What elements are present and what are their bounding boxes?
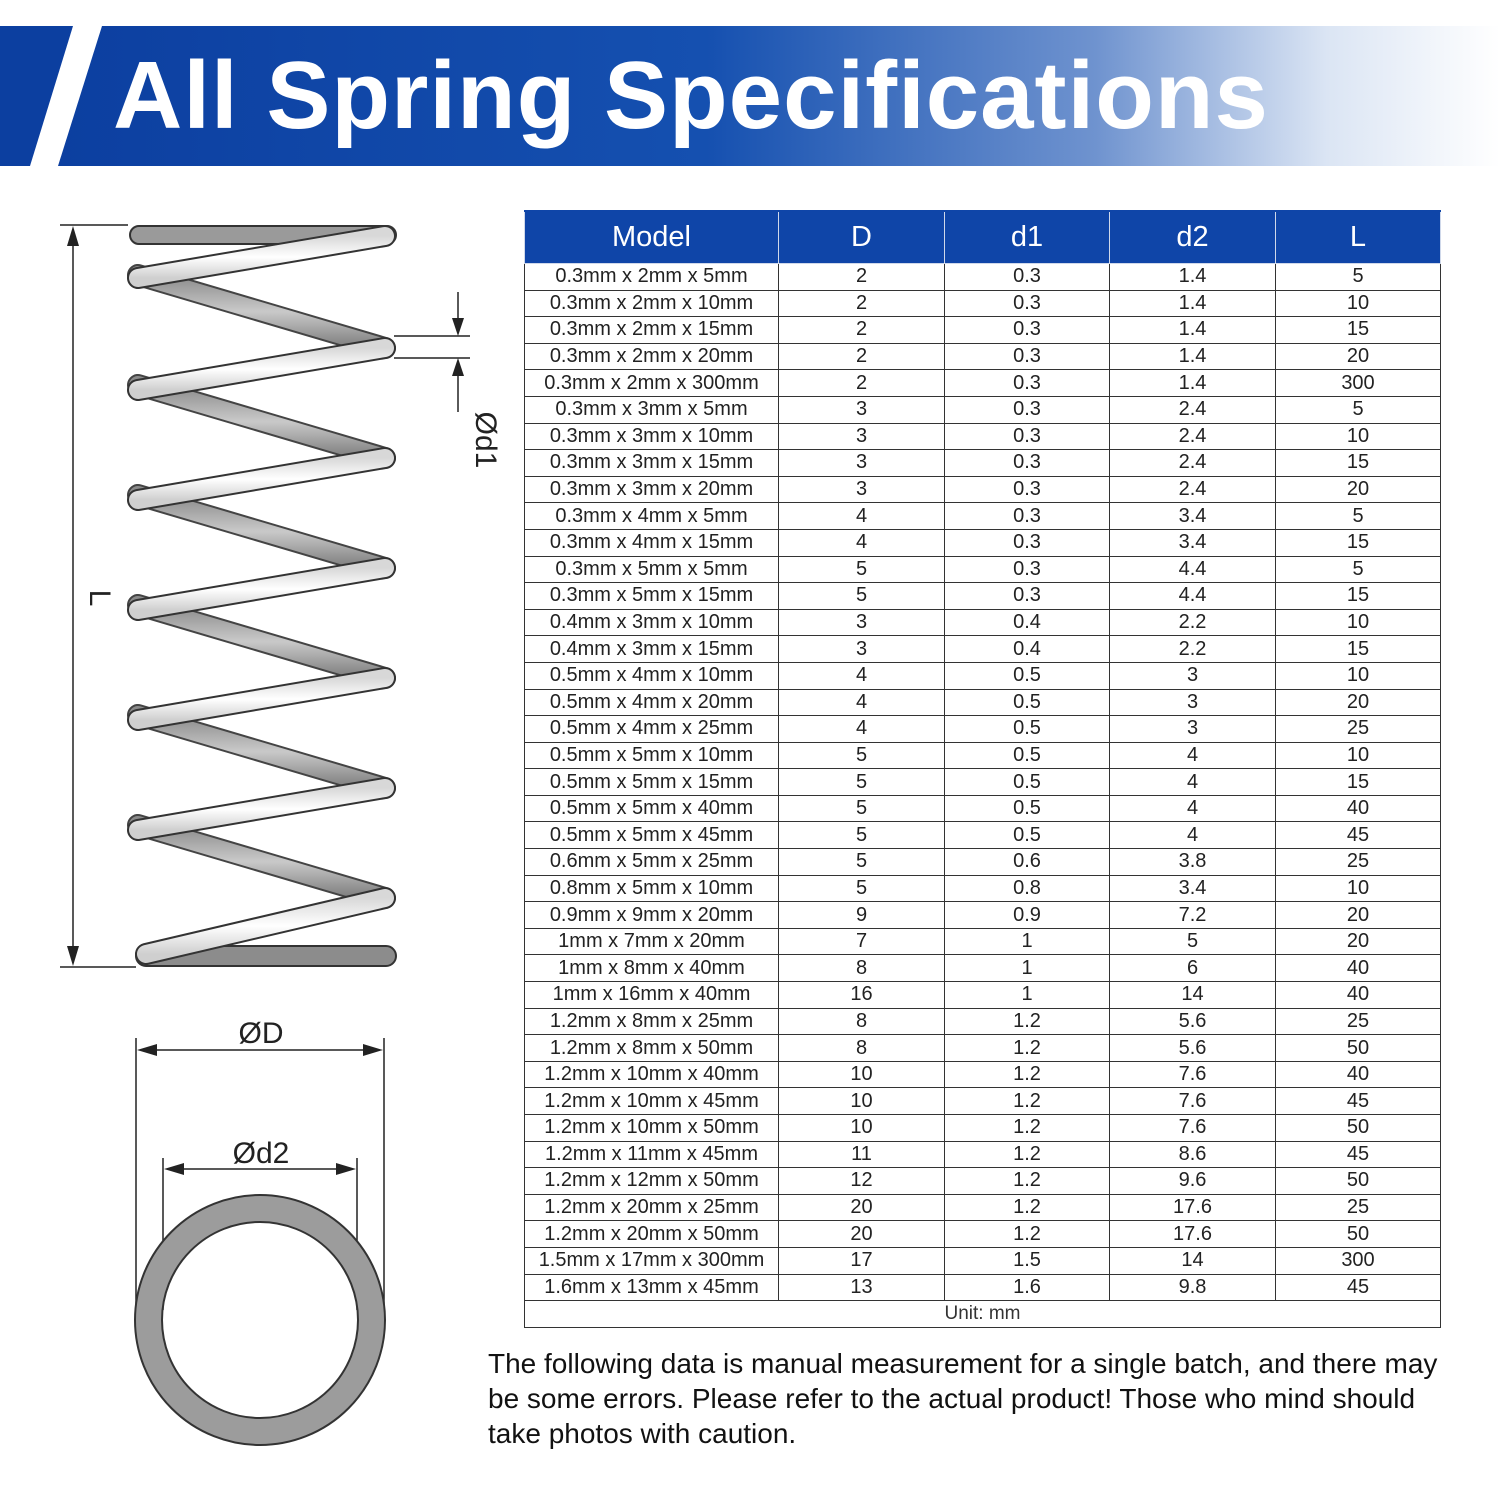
table-cell-l: 300 [1276, 370, 1441, 397]
table-row [525, 1061, 1441, 1088]
table-cell-d: 3 [779, 609, 945, 636]
table-cell-d: 10 [779, 1061, 945, 1088]
table-cell-model: 0.5mm x 4mm x 10mm [525, 662, 779, 689]
length-label: L [83, 589, 116, 607]
table-cell-d: 11 [779, 1141, 945, 1168]
table-cell-l: 20 [1276, 902, 1441, 929]
table-row [525, 423, 1441, 450]
table-cell-d2: 1.4 [1110, 290, 1276, 317]
table-cell-d1: 0.3 [945, 556, 1110, 583]
table-cell-d2: 5.6 [1110, 1008, 1276, 1035]
table-cell-d1: 1.2 [945, 1061, 1110, 1088]
table-cell-model: 0.3mm x 2mm x 15mm [525, 317, 779, 344]
table-cell-d2: 17.6 [1110, 1221, 1276, 1248]
table-row [525, 343, 1441, 370]
table-cell-model: 0.3mm x 3mm x 20mm [525, 476, 779, 503]
table-cell-l: 15 [1276, 636, 1441, 663]
table-cell-l: 45 [1276, 1088, 1441, 1115]
table-cell-d1: 1.2 [945, 1088, 1110, 1115]
table-cell-model: 0.5mm x 5mm x 10mm [525, 742, 779, 769]
table-cell-d1: 0.3 [945, 583, 1110, 610]
table-cell-d: 3 [779, 450, 945, 477]
table-cell-d1: 1.2 [945, 1194, 1110, 1221]
table-cell-l: 50 [1276, 1035, 1441, 1062]
table-cell-model: 0.3mm x 3mm x 5mm [525, 396, 779, 423]
table-cell-d: 10 [779, 1115, 945, 1142]
table-row [525, 1088, 1441, 1115]
table-cell-d2: 2.4 [1110, 476, 1276, 503]
table-cell-d2: 9.8 [1110, 1274, 1276, 1301]
table-row [525, 503, 1441, 530]
table-cell-d: 3 [779, 636, 945, 663]
table-cell-l: 45 [1276, 1141, 1441, 1168]
table-cell-l: 40 [1276, 795, 1441, 822]
table-cell-d2: 3 [1110, 662, 1276, 689]
table-cell-d: 12 [779, 1168, 945, 1195]
table-row [525, 982, 1441, 1009]
table-cell-d1: 0.5 [945, 662, 1110, 689]
table-row [525, 955, 1441, 982]
table-cell-model: 0.3mm x 4mm x 5mm [525, 503, 779, 530]
table-cell-l: 15 [1276, 529, 1441, 556]
table-cell-d1: 0.5 [945, 822, 1110, 849]
table-row [525, 1168, 1441, 1195]
table-cell-model: 0.5mm x 5mm x 45mm [525, 822, 779, 849]
table-body [525, 264, 1441, 1328]
table-cell-l: 40 [1276, 982, 1441, 1009]
table-cell-d1: 0.3 [945, 396, 1110, 423]
table-row [525, 396, 1441, 423]
table-cell-model: 1.2mm x 8mm x 25mm [525, 1008, 779, 1035]
table-cell-d1: 1 [945, 928, 1110, 955]
table-cell-d2: 1.4 [1110, 343, 1276, 370]
table-cell-model: 1.2mm x 10mm x 40mm [525, 1061, 779, 1088]
table-cell-l: 15 [1276, 769, 1441, 796]
table-cell-d2: 2.2 [1110, 636, 1276, 663]
column-header-model: Model [525, 211, 779, 264]
table-cell-d2: 1.4 [1110, 370, 1276, 397]
table-cell-model: 1.2mm x 10mm x 45mm [525, 1088, 779, 1115]
table-cell-d2: 14 [1110, 982, 1276, 1009]
table-cell-l: 5 [1276, 556, 1441, 583]
table-cell-model: 0.4mm x 3mm x 15mm [525, 636, 779, 663]
table-cell-l: 50 [1276, 1115, 1441, 1142]
table-cell-l: 50 [1276, 1221, 1441, 1248]
table-row [525, 450, 1441, 477]
table-cell-model: 0.9mm x 9mm x 20mm [525, 902, 779, 929]
table-cell-d: 20 [779, 1194, 945, 1221]
table-cell-l: 40 [1276, 955, 1441, 982]
table-cell-d1: 1.2 [945, 1141, 1110, 1168]
table-cell-d2: 7.6 [1110, 1115, 1276, 1142]
unit-row [525, 1301, 1441, 1328]
table-cell-d2: 7.6 [1110, 1088, 1276, 1115]
table-cell-d1: 1.2 [945, 1035, 1110, 1062]
table-cell-l: 25 [1276, 716, 1441, 743]
table-cell-l: 10 [1276, 609, 1441, 636]
table-cell-d: 4 [779, 503, 945, 530]
table-cell-d2: 6 [1110, 955, 1276, 982]
table-cell-d: 8 [779, 1008, 945, 1035]
table-cell-l: 20 [1276, 343, 1441, 370]
column-header-l: L [1276, 211, 1441, 264]
wire-diameter-label: Ød1 [469, 411, 502, 469]
table-cell-d2: 9.6 [1110, 1168, 1276, 1195]
table-cell-d: 20 [779, 1221, 945, 1248]
table-cell-d: 9 [779, 902, 945, 929]
table-row [525, 742, 1441, 769]
table-cell-d2: 3 [1110, 689, 1276, 716]
table-cell-model: 1.2mm x 8mm x 50mm [525, 1035, 779, 1062]
table-cell-d2: 7.2 [1110, 902, 1276, 929]
table-cell-d1: 1.2 [945, 1115, 1110, 1142]
measurement-disclaimer: The following data is manual measurement for a single batch, and there may be some errors. Please refer to the actual product! Those who mind should take photos with caution. [488, 1348, 1438, 1449]
table-cell-d2: 2.4 [1110, 450, 1276, 477]
table-cell-model: 0.3mm x 5mm x 5mm [525, 556, 779, 583]
table-cell-d2: 4 [1110, 769, 1276, 796]
table-cell-l: 50 [1276, 1168, 1441, 1195]
table-cell-l: 40 [1276, 1061, 1441, 1088]
table-cell-model: 0.4mm x 3mm x 10mm [525, 609, 779, 636]
table-cell-d: 3 [779, 476, 945, 503]
table-cell-model: 1mm x 16mm x 40mm [525, 982, 779, 1009]
table-cell-d: 5 [779, 875, 945, 902]
table-cell-d1: 0.3 [945, 503, 1110, 530]
table-row [525, 875, 1441, 902]
outer-diameter-label: ØD [238, 1017, 284, 1050]
table-cell-d: 5 [779, 849, 945, 876]
table-cell-l: 10 [1276, 875, 1441, 902]
table-cell-d2: 17.6 [1110, 1194, 1276, 1221]
table-cell-d: 2 [779, 290, 945, 317]
table-cell-l: 45 [1276, 1274, 1441, 1301]
table-cell-d: 4 [779, 662, 945, 689]
table-row [525, 716, 1441, 743]
table-cell-d2: 3.4 [1110, 529, 1276, 556]
table-cell-model: 0.5mm x 5mm x 15mm [525, 769, 779, 796]
table-cell-d2: 2.4 [1110, 423, 1276, 450]
table-row [525, 609, 1441, 636]
table-cell-model: 1mm x 7mm x 20mm [525, 928, 779, 955]
table-cell-d: 3 [779, 423, 945, 450]
table-cell-model: 0.6mm x 5mm x 25mm [525, 849, 779, 876]
table-cell-l: 20 [1276, 928, 1441, 955]
table-cell-d2: 4 [1110, 795, 1276, 822]
table-cell-d2: 4.4 [1110, 556, 1276, 583]
table-cell-d2: 3.8 [1110, 849, 1276, 876]
table-cell-model: 0.3mm x 2mm x 300mm [525, 370, 779, 397]
inner-diameter-label: Ød2 [232, 1137, 290, 1170]
table-row [525, 849, 1441, 876]
table-cell-model: 1mm x 8mm x 40mm [525, 955, 779, 982]
table-row [525, 583, 1441, 610]
table-cell-d2: 2.4 [1110, 396, 1276, 423]
table-cell-d1: 0.3 [945, 343, 1110, 370]
page-title: All Spring Specifications [113, 42, 1269, 149]
table-cell-d1: 0.3 [945, 290, 1110, 317]
table-cell-d1: 0.3 [945, 476, 1110, 503]
table-row [525, 317, 1441, 344]
table-cell-d: 4 [779, 529, 945, 556]
table-cell-d1: 1.2 [945, 1008, 1110, 1035]
table-cell-l: 15 [1276, 583, 1441, 610]
table-cell-d1: 1.2 [945, 1221, 1110, 1248]
table-cell-d1: 0.3 [945, 529, 1110, 556]
table-cell-d1: 0.5 [945, 742, 1110, 769]
table-cell-l: 25 [1276, 849, 1441, 876]
table-cell-model: 1.2mm x 10mm x 50mm [525, 1115, 779, 1142]
table-cell-d2: 5 [1110, 928, 1276, 955]
table-cell-l: 25 [1276, 1008, 1441, 1035]
table-cell-model: 1.6mm x 13mm x 45mm [525, 1274, 779, 1301]
table-row [525, 902, 1441, 929]
table-cell-d1: 1.6 [945, 1274, 1110, 1301]
table-cell-d: 2 [779, 264, 945, 291]
table-cell-d1: 1.2 [945, 1168, 1110, 1195]
table-cell-d2: 3 [1110, 716, 1276, 743]
table-cell-d1: 0.3 [945, 423, 1110, 450]
spec-table [524, 210, 1441, 1328]
table-cell-l: 20 [1276, 476, 1441, 503]
table-row [525, 264, 1441, 291]
table-cell-d1: 0.8 [945, 875, 1110, 902]
table-row [525, 476, 1441, 503]
table-cell-d: 10 [779, 1088, 945, 1115]
table-row [525, 556, 1441, 583]
table-cell-d2: 4 [1110, 742, 1276, 769]
table-cell-d2: 8.6 [1110, 1141, 1276, 1168]
table-cell-d1: 0.4 [945, 609, 1110, 636]
table-cell-model: 0.3mm x 3mm x 10mm [525, 423, 779, 450]
table-cell-d1: 0.3 [945, 370, 1110, 397]
table-row [525, 290, 1441, 317]
table-row [525, 689, 1441, 716]
table-cell-d2: 5.6 [1110, 1035, 1276, 1062]
table-cell-l: 15 [1276, 317, 1441, 344]
table-cell-d: 4 [779, 689, 945, 716]
table-cell-l: 10 [1276, 742, 1441, 769]
table-cell-d1: 0.3 [945, 317, 1110, 344]
table-cell-l: 5 [1276, 264, 1441, 291]
table-cell-d1: 0.5 [945, 795, 1110, 822]
table-row [525, 928, 1441, 955]
table-row [525, 769, 1441, 796]
table-cell-model: 1.2mm x 20mm x 50mm [525, 1221, 779, 1248]
table-cell-d: 7 [779, 928, 945, 955]
table-cell-model: 0.5mm x 5mm x 40mm [525, 795, 779, 822]
table-cell-d1: 0.5 [945, 716, 1110, 743]
table-cell-d: 5 [779, 742, 945, 769]
table-cell-l: 10 [1276, 290, 1441, 317]
wire-diameter-dimension [394, 292, 470, 412]
table-cell-model: 0.3mm x 5mm x 15mm [525, 583, 779, 610]
table-cell-l: 5 [1276, 503, 1441, 530]
table-cell-d: 5 [779, 556, 945, 583]
table-cell-d2: 7.6 [1110, 1061, 1276, 1088]
table-cell-l: 10 [1276, 662, 1441, 689]
table-cell-d: 5 [779, 795, 945, 822]
table-cell-d2: 14 [1110, 1247, 1276, 1274]
table-cell-l: 10 [1276, 423, 1441, 450]
table-cell-d1: 0.5 [945, 769, 1110, 796]
table-cell-model: 0.3mm x 3mm x 15mm [525, 450, 779, 477]
table-cell-d: 4 [779, 716, 945, 743]
table-row [525, 1141, 1441, 1168]
column-header-d1: d1 [945, 211, 1110, 264]
table-cell-d1: 0.3 [945, 450, 1110, 477]
table-row [525, 370, 1441, 397]
table-row [525, 636, 1441, 663]
table-cell-d: 13 [779, 1274, 945, 1301]
table-row [525, 1247, 1441, 1274]
table-cell-model: 0.5mm x 4mm x 25mm [525, 716, 779, 743]
table-cell-d2: 3.4 [1110, 503, 1276, 530]
table-row [525, 662, 1441, 689]
table-cell-d: 8 [779, 1035, 945, 1062]
table-cell-model: 1.5mm x 17mm x 300mm [525, 1247, 779, 1274]
table-cell-model: 0.3mm x 4mm x 15mm [525, 529, 779, 556]
table-cell-d: 2 [779, 317, 945, 344]
table-cell-model: 0.3mm x 2mm x 20mm [525, 343, 779, 370]
spring-end-view-ring [135, 1195, 385, 1445]
table-cell-d1: 0.5 [945, 689, 1110, 716]
table-cell-d1: 1 [945, 955, 1110, 982]
spring-diagram [0, 0, 520, 1500]
table-cell-d2: 4 [1110, 822, 1276, 849]
table-cell-d2: 2.2 [1110, 609, 1276, 636]
table-cell-model: 1.2mm x 11mm x 45mm [525, 1141, 779, 1168]
table-cell-model: 1.2mm x 12mm x 50mm [525, 1168, 779, 1195]
table-cell-d2: 1.4 [1110, 317, 1276, 344]
table-cell-l: 25 [1276, 1194, 1441, 1221]
table-cell-d: 8 [779, 955, 945, 982]
table-row [525, 1194, 1441, 1221]
table-cell-d1: 1 [945, 982, 1110, 1009]
table-cell-model: 0.3mm x 2mm x 10mm [525, 290, 779, 317]
table-cell-model: 0.3mm x 2mm x 5mm [525, 264, 779, 291]
table-cell-l: 15 [1276, 450, 1441, 477]
table-cell-d: 5 [779, 583, 945, 610]
table-cell-model: 0.5mm x 4mm x 20mm [525, 689, 779, 716]
table-row [525, 1008, 1441, 1035]
table-cell-l: 300 [1276, 1247, 1441, 1274]
table-row [525, 1274, 1441, 1301]
table-row [525, 1115, 1441, 1142]
table-cell-d: 2 [779, 370, 945, 397]
table-cell-d1: 1.5 [945, 1247, 1110, 1274]
table-row [525, 795, 1441, 822]
table-cell-d1: 0.9 [945, 902, 1110, 929]
table-header-row [525, 211, 1441, 264]
table-row [525, 529, 1441, 556]
table-cell-d: 16 [779, 982, 945, 1009]
table-cell-d2: 4.4 [1110, 583, 1276, 610]
table-row [525, 1035, 1441, 1062]
table-cell-d: 5 [779, 822, 945, 849]
table-cell-d2: 3.4 [1110, 875, 1276, 902]
table-cell-d1: 0.4 [945, 636, 1110, 663]
table-cell-model: 0.8mm x 5mm x 10mm [525, 875, 779, 902]
table-cell-d: 17 [779, 1247, 945, 1274]
table-cell-d1: 0.6 [945, 849, 1110, 876]
table-cell-d2: 1.4 [1110, 264, 1276, 291]
table-cell-l: 45 [1276, 822, 1441, 849]
table-row [525, 1221, 1441, 1248]
table-cell-model: 1.2mm x 20mm x 25mm [525, 1194, 779, 1221]
table-cell-d1: 0.3 [945, 264, 1110, 291]
unit-note: Unit: mm [525, 1301, 1441, 1328]
table-cell-l: 20 [1276, 689, 1441, 716]
column-header-d: D [779, 211, 945, 264]
table-cell-l: 5 [1276, 396, 1441, 423]
table-cell-d: 3 [779, 396, 945, 423]
table-cell-d: 2 [779, 343, 945, 370]
table-row [525, 822, 1441, 849]
table-cell-d: 5 [779, 769, 945, 796]
column-header-d2: d2 [1110, 211, 1276, 264]
